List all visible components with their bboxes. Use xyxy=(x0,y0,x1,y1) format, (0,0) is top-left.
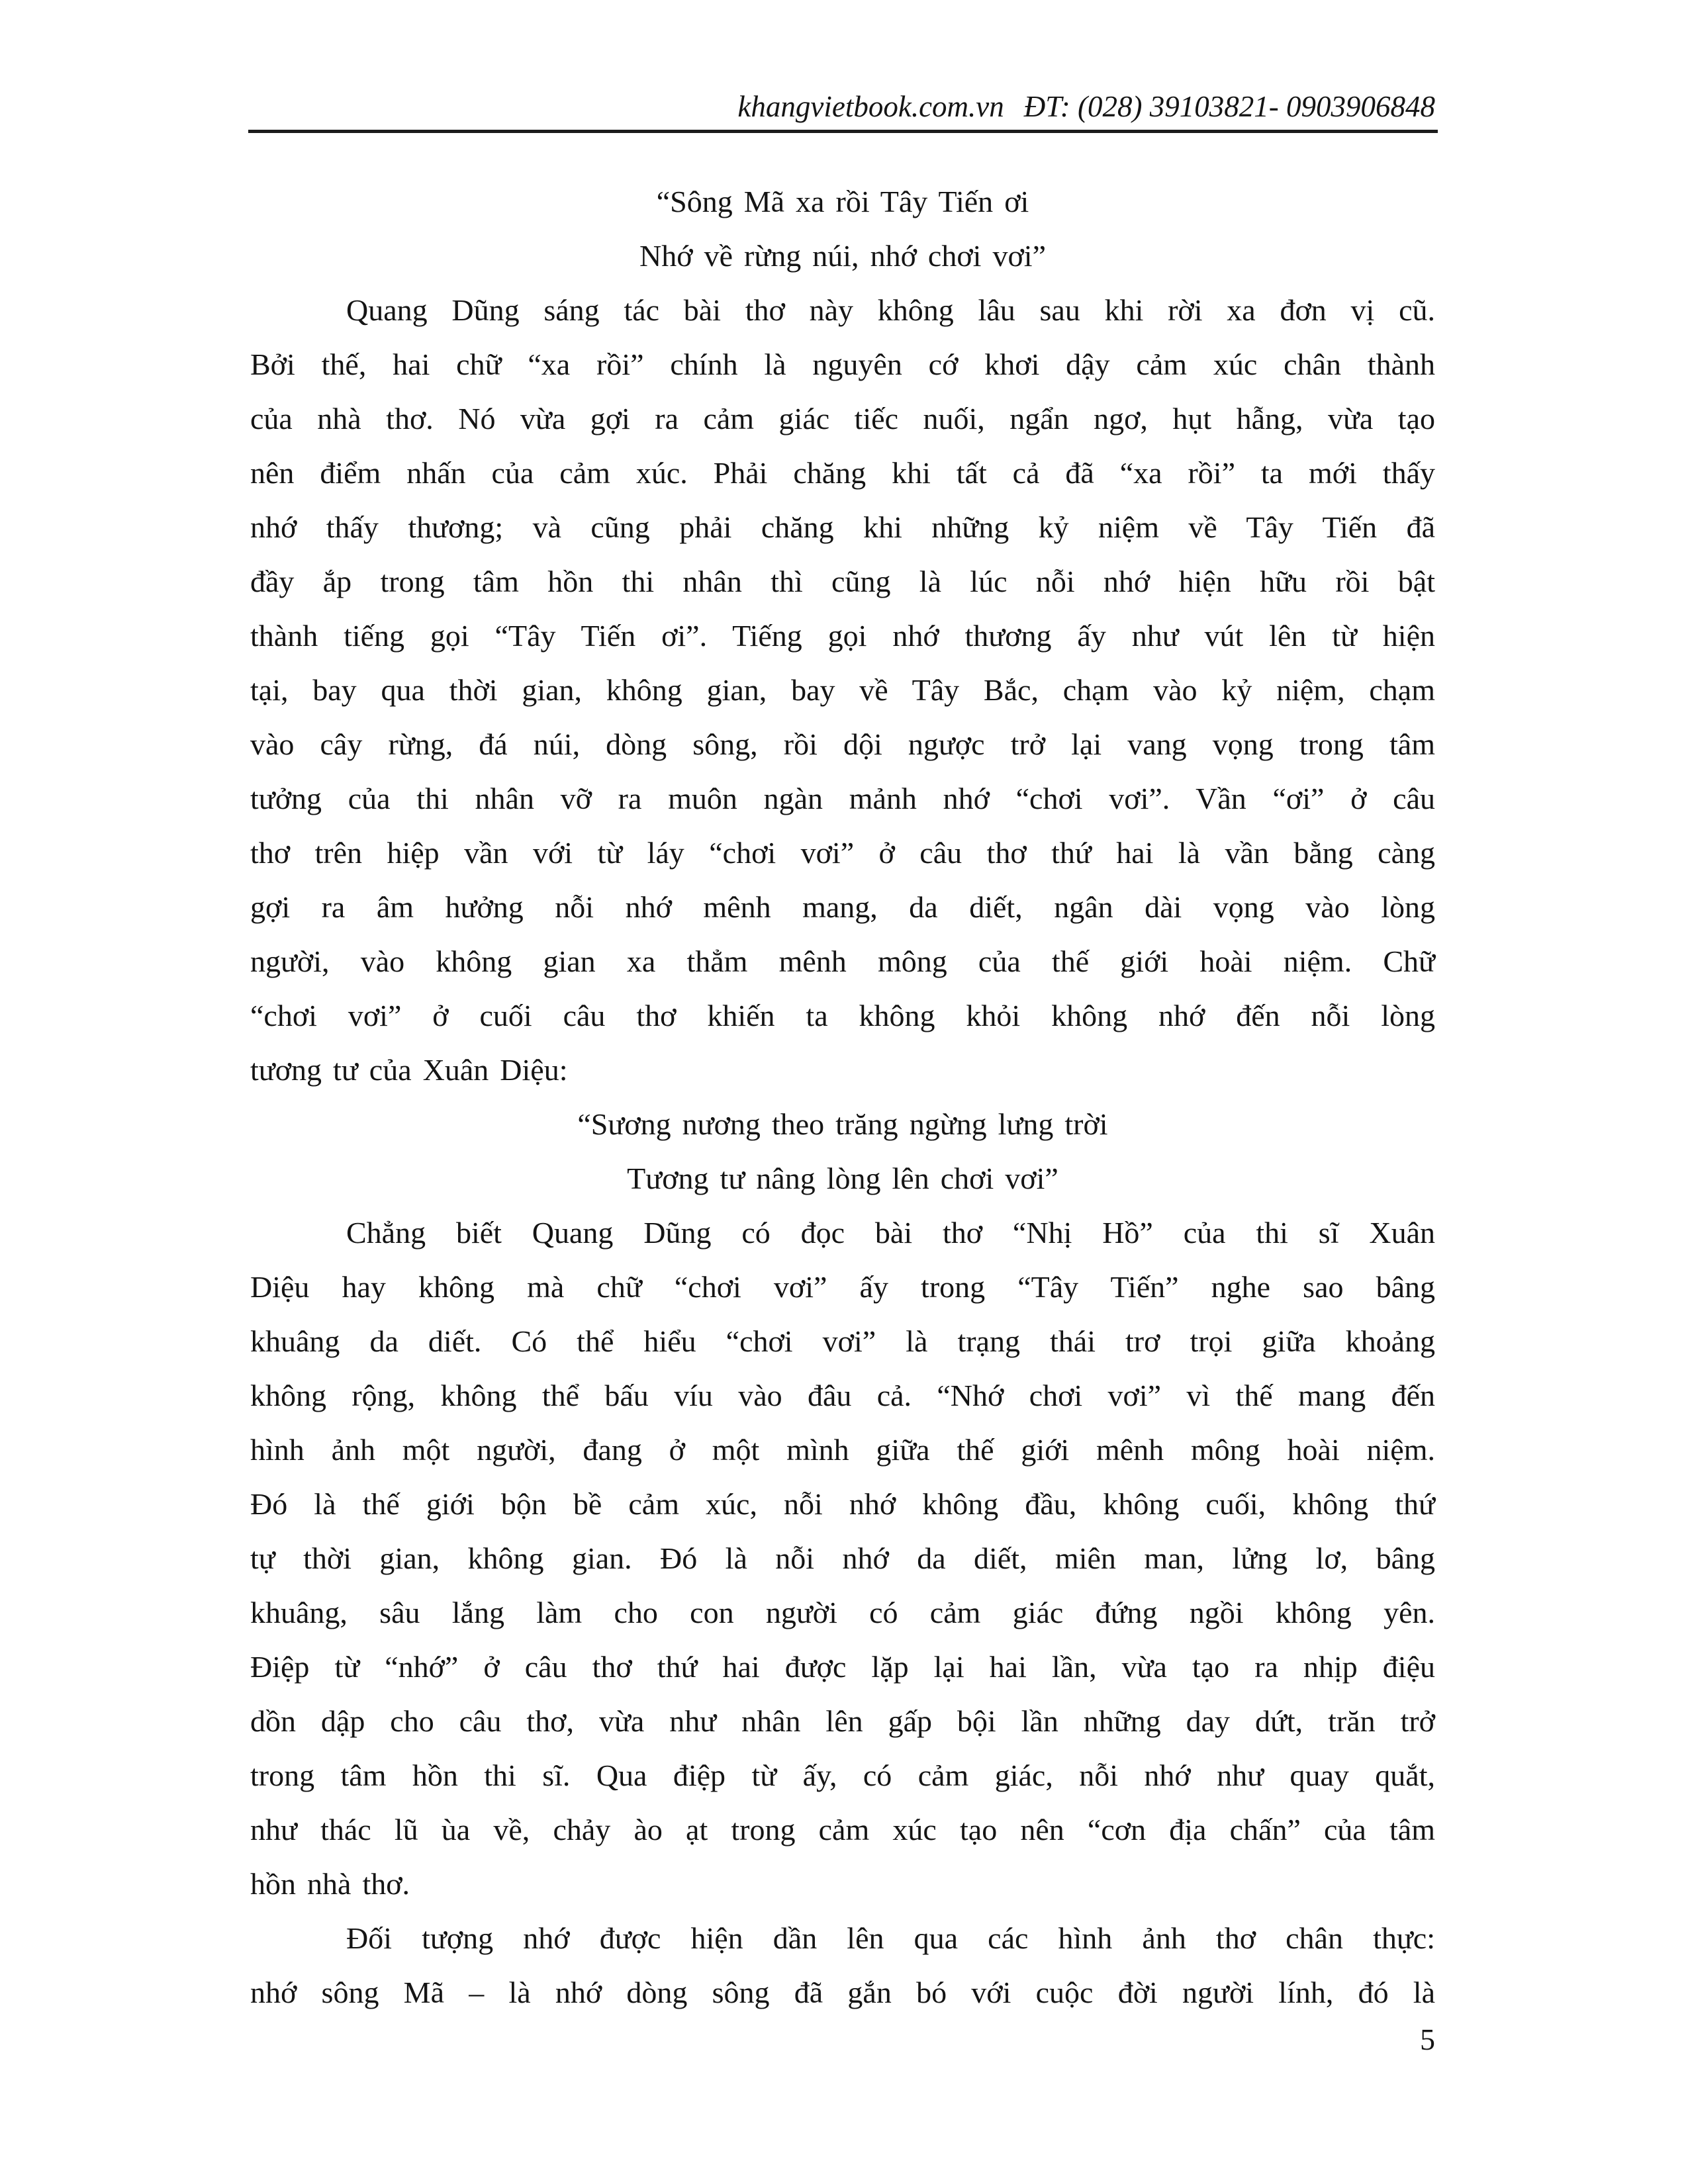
paragraph-line: gợi ra âm hưởng nỗi nhớ mênh mang, da diết, ngân dài vọng vào lòng xyxy=(250,890,1435,924)
paragraph-line: người, vào không gian xa thẳm mênh mông của thế giới hoài niệm. Chữ xyxy=(250,944,1435,978)
paragraph-line: nhớ thấy thương; và cũng phải chăng khi những kỷ niệm về Tây Tiến đã xyxy=(250,510,1435,544)
paragraph-line: của nhà thơ. Nó vừa gợi ra cảm giác tiếc nuối, ngẩn ngơ, hụt hẫng, vừa tạo xyxy=(250,402,1435,435)
paragraph-line: như thác lũ ùa về, chảy ào ạt trong cảm xúc tạo nên “cơn địa chấn” của tâm xyxy=(250,1813,1435,1846)
header-site-text: khangvietbook.com.vn xyxy=(737,90,1004,123)
paragraph-line: thành tiếng gọi “Tây Tiến ơi”. Tiếng gọi nhớ thương ấy như vút lên từ hiện xyxy=(250,619,1435,653)
paragraph-line: hồn nhà thơ. xyxy=(250,1867,410,1901)
paragraph-line: thơ trên hiệp vần với từ láy “chơi vơi” ở câu thơ thứ hai là vần bằng càng xyxy=(250,836,1435,870)
paragraph-line: Diệu hay không mà chữ “chơi vơi” ấy trong “Tây Tiến” nghe sao bâng xyxy=(250,1270,1435,1304)
paragraph-line: Đó là thế giới bộn bề cảm xúc, nỗi nhớ không đầu, không cuối, không thứ xyxy=(250,1487,1435,1521)
paragraph-line: dồn dập cho câu thơ, vừa như nhân lên gấp bội lần những day dứt, trăn trở xyxy=(250,1704,1435,1738)
paragraph-line: Đối tượng nhớ được hiện dần lên qua các hình ảnh thơ chân thực: xyxy=(346,1921,1435,1955)
paragraph-block xyxy=(250,1206,1435,1911)
paragraph-line: Chẳng biết Quang Dũng có đọc bài thơ “Nhị Hồ” của thi sĩ Xuân xyxy=(346,1216,1435,1250)
document-body xyxy=(250,175,1435,2020)
paragraph-line: khuâng da diết. Có thể hiểu “chơi vơi” là trạng thái trơ trọi giữa khoảng xyxy=(250,1324,1435,1358)
paragraph-line: đầy ắp trong tâm hồn thi nhân thì cũng là lúc nỗi nhớ hiện hữu rồi bật xyxy=(250,565,1435,598)
paragraph-line: Bởi thế, hai chữ “xa rồi” chính là nguyên cớ khơi dậy cảm xúc chân thành xyxy=(250,347,1435,381)
paragraph-line: nhớ sông Mã – là nhớ dòng sông đã gắn bó với cuộc đời người lính, đó là xyxy=(250,1976,1435,2009)
verse-line: Tương tư nâng lòng lên chơi vơi” xyxy=(627,1161,1058,1195)
paragraph-line: khuâng, sâu lắng làm cho con người có cảm giác đứng ngồi không yên. xyxy=(250,1596,1435,1629)
paragraph-line: “chơi vơi” ở cuối câu thơ khiến ta không khỏi không nhớ đến nỗi lòng xyxy=(250,999,1435,1032)
header-phone-text: ĐT: (028) 39103821- 0903906848 xyxy=(1023,90,1435,123)
paragraph-line: Điệp từ “nhớ” ở câu thơ thứ hai được lặp lại hai lần, vừa tạo ra nhịp điệu xyxy=(250,1650,1435,1684)
paragraph-line: tương tư của Xuân Diệu: xyxy=(250,1053,568,1087)
page-header xyxy=(250,87,1435,126)
verse-block xyxy=(250,175,1435,283)
paragraph-line: vào cây rừng, đá núi, dòng sông, rồi dội ngược trở lại vang vọng trong tâm xyxy=(250,727,1435,761)
paragraph-line: nên điểm nhấn của cảm xúc. Phải chăng khi tất cả đã “xa rồi” ta mới thấy xyxy=(250,456,1435,490)
page-number: 5 xyxy=(1420,2023,1435,2056)
paragraph-line: trong tâm hồn thi sĩ. Qua điệp từ ấy, có cảm giác, nỗi nhớ như quay quắt, xyxy=(250,1758,1435,1792)
verse-block xyxy=(250,1097,1435,1206)
paragraph-line: tại, bay qua thời gian, không gian, bay về Tây Bắc, chạm vào kỷ niệm, chạm xyxy=(250,673,1435,707)
verse-line: Nhớ về rừng núi, nhớ chơi vơi” xyxy=(639,239,1046,273)
header-rule xyxy=(248,130,1438,133)
verse-line: “Sông Mã xa rồi Tây Tiến ơi xyxy=(656,185,1029,218)
paragraph-line: tưởng của thi nhân vỡ ra muôn ngàn mảnh nhớ “chơi vơi”. Vần “ơi” ở câu xyxy=(250,782,1435,815)
verse-line: “Sương nương theo trăng ngừng lưng trời xyxy=(577,1107,1108,1141)
paragraph-line: Quang Dũng sáng tác bài thơ này không lâu sau khi rời xa đơn vị cũ. xyxy=(346,293,1435,327)
paragraph-line: không rộng, không thể bấu víu vào đâu cả. “Nhớ chơi vơi” vì thế mang đến xyxy=(250,1379,1435,1412)
paragraph-line: tự thời gian, không gian. Đó là nỗi nhớ da diết, miên man, lửng lơ, bâng xyxy=(250,1541,1435,1575)
paragraph-line: hình ảnh một người, đang ở một mình giữa thế giới mênh mông hoài niệm. xyxy=(250,1433,1435,1467)
paragraph-block xyxy=(250,283,1435,1097)
paragraph-block xyxy=(250,1911,1435,2020)
